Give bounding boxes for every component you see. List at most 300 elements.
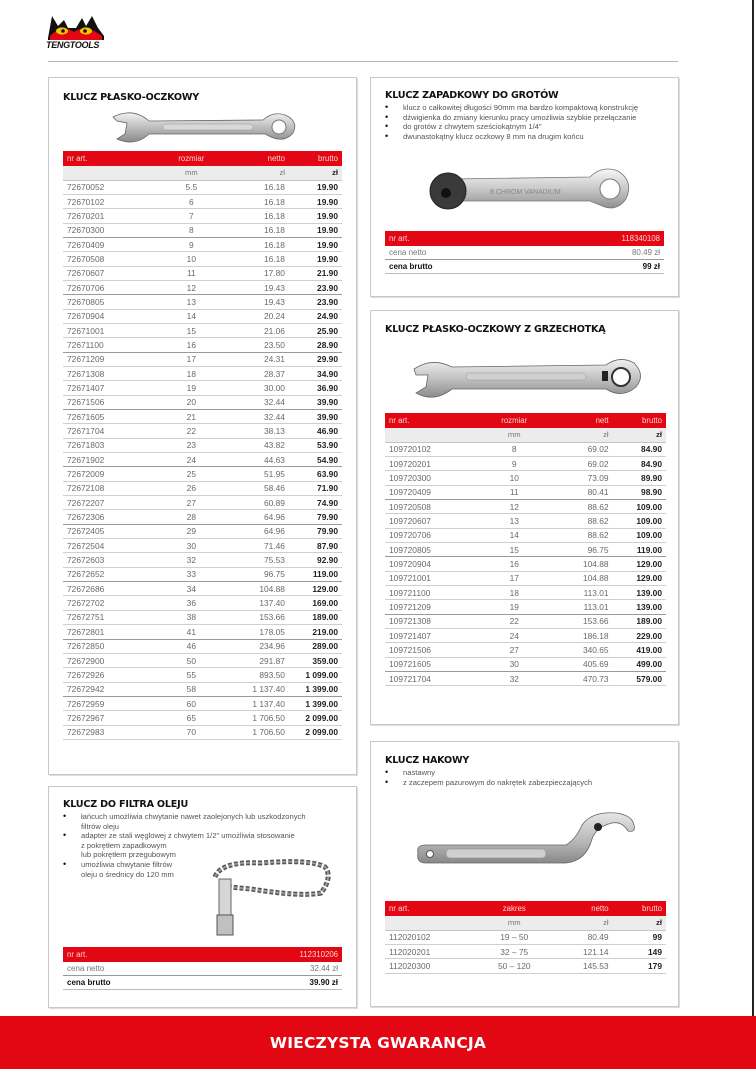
table-row [63, 352, 342, 366]
net-price: 96.75 [551, 542, 613, 556]
feature-item: • klucz o całkowitej długości 90mm ma bardzo kompaktową konstrukcję [385, 103, 664, 113]
gross-price: 89.90 [613, 471, 666, 485]
net-price: 44.63 [228, 453, 289, 467]
net-price: 23.50 [228, 338, 289, 352]
gross-price: 99 [613, 930, 666, 944]
size: 15 [155, 323, 228, 337]
size: 12 [155, 280, 228, 294]
feature-item: • adapter ze stali węglowej z chwytem 1/2" umożliwia stosowanie [63, 831, 342, 841]
table-row [385, 557, 666, 571]
feature-item: • nastawny [385, 768, 666, 778]
panel-title: KLUCZ PŁASKO-OCZKOWY [63, 92, 200, 103]
size: 65 [155, 711, 228, 725]
table-row [385, 657, 666, 671]
net-price: 153.66 [228, 610, 289, 624]
table-row [385, 485, 666, 499]
size: 13 [155, 295, 228, 309]
net-price: 234.96 [228, 639, 289, 653]
net-price: 17.80 [228, 266, 289, 280]
net-price: 21.06 [228, 323, 289, 337]
net-price: 186.18 [551, 628, 613, 642]
svg-text:8 CHROM VANADIUM: 8 CHROM VANADIUM [489, 189, 561, 197]
article-number: 112020201 [385, 945, 478, 959]
gross-price: 289.00 [289, 639, 342, 653]
article-number: 72672652 [63, 567, 155, 581]
size: 34 [155, 582, 228, 596]
table-row [63, 510, 342, 524]
feature-item: • łańcuch umożliwia chwytanie nawet zaolejonych lub uszkodzonych [63, 812, 342, 822]
size: 46 [155, 639, 228, 653]
feature-item: • z zaczepem pazurowym do nakrętek zabezpieczających [385, 778, 666, 788]
gross-price: 24.90 [289, 309, 342, 323]
table-row [63, 453, 342, 467]
article-number: 72672306 [63, 510, 155, 524]
article-number: 109720300 [385, 471, 478, 485]
hook-wrench-table [385, 901, 666, 974]
table-row [63, 338, 342, 352]
gross-price: 139.00 [613, 600, 666, 614]
net-price: 104.88 [228, 582, 289, 596]
gross-price: 63.90 [289, 467, 342, 481]
gross-price: 79.90 [289, 524, 342, 538]
size: 9 [478, 456, 551, 470]
size: 50 [155, 653, 228, 667]
gross-price: 359.00 [289, 653, 342, 667]
size: 10 [478, 471, 551, 485]
table-row [63, 381, 342, 395]
article-number: 109720607 [385, 514, 478, 528]
size: 8 [155, 223, 228, 237]
size: 38 [155, 610, 228, 624]
hook-wrench-panel [370, 741, 679, 1007]
article-number: 72671100 [63, 338, 155, 352]
combination-wrench-image [103, 107, 303, 147]
table-row [385, 528, 666, 542]
article-number: 112020102 [385, 930, 478, 944]
table-row [63, 682, 342, 696]
size: 27 [155, 496, 228, 510]
ratchet-combination-wrench-table [385, 413, 666, 686]
article-number: 72672959 [63, 696, 155, 710]
article-number: 72672009 [63, 467, 155, 481]
table-header-row [63, 151, 342, 166]
article-number: 72670508 [63, 252, 155, 266]
ratchet-combination-wrench-image [406, 353, 646, 403]
table-row [63, 567, 342, 581]
col-brutto: brutto [613, 413, 666, 428]
feature-item: filtrów oleju [81, 821, 119, 831]
article-number: 72671902 [63, 453, 155, 467]
table-row [385, 614, 666, 628]
article-number: 72671407 [63, 381, 155, 395]
table-row [63, 553, 342, 567]
size: 32 [155, 553, 228, 567]
feature-item: • umożliwia chwytanie filtrów [63, 860, 342, 870]
col-rozmiar: rozmiar [155, 151, 228, 166]
article-number: 109720904 [385, 557, 478, 571]
net-price: 60.89 [228, 496, 289, 510]
gross-price: 34.90 [289, 366, 342, 380]
gross-price: 54.90 [289, 453, 342, 467]
net-price: 32.44 [228, 410, 289, 424]
net-price: 153.66 [551, 614, 613, 628]
header-divider [48, 61, 678, 62]
gross-price: 579.00 [613, 672, 666, 686]
gross-price: 28.90 [289, 338, 342, 352]
net-price: 19.43 [228, 280, 289, 294]
net-price: 16.18 [228, 223, 289, 237]
article-row: nr art. 118340108 [385, 231, 664, 246]
gross-price: 36.90 [289, 381, 342, 395]
size: 36 [155, 596, 228, 610]
combination-wrench-panel [48, 77, 357, 775]
article-number: 72672686 [63, 582, 155, 596]
gross-price: 169.00 [289, 596, 342, 610]
article-number: 72671001 [63, 323, 155, 337]
net-price: 291.87 [228, 653, 289, 667]
article-number: 72672983 [63, 725, 155, 739]
table-row [63, 481, 342, 495]
size: 14 [478, 528, 551, 542]
table-row [63, 424, 342, 438]
article-number: 72672207 [63, 496, 155, 510]
panel-title: KLUCZ PŁASKO-OCZKOWY Z GRZECHOTKĄ [385, 324, 606, 335]
net-price-row: cena netto 32.44 zł [63, 962, 342, 976]
net-price: 1 137.40 [228, 696, 289, 710]
article-number: 72671704 [63, 424, 155, 438]
size: 6 [155, 194, 228, 208]
gross-price: 39.90 [289, 395, 342, 409]
net-price: 64.96 [228, 510, 289, 524]
article-number: 118340108 [621, 234, 660, 244]
gross-price: 25.90 [289, 323, 342, 337]
article-number: 109720508 [385, 499, 478, 513]
table-header-row [385, 413, 666, 428]
article-number: 112310206 [299, 950, 338, 959]
net-price: 145.53 [551, 959, 613, 973]
size: 55 [155, 668, 228, 682]
size: 32 – 75 [478, 945, 551, 959]
table-row [385, 471, 666, 485]
net-price: 16.18 [228, 237, 289, 251]
table-row [63, 295, 342, 309]
table-row [63, 209, 342, 223]
size: 9 [155, 237, 228, 251]
logo-text: TENGTOOLS [46, 40, 100, 50]
col-netto: netto [228, 151, 289, 166]
gross-price: 46.90 [289, 424, 342, 438]
net-price: 19.43 [228, 295, 289, 309]
size: 19 [155, 381, 228, 395]
col-nr-art: nr art. [63, 151, 155, 166]
price-table [385, 231, 664, 274]
net-price: 80.41 [551, 485, 613, 499]
size: 5.5 [155, 180, 228, 194]
gross-price: 74.90 [289, 496, 342, 510]
gross-price: 23.90 [289, 280, 342, 294]
col-brutto: brutto [613, 901, 666, 916]
gross-price: 189.00 [289, 610, 342, 624]
net-price: 470.73 [551, 672, 613, 686]
article-number: 72672603 [63, 553, 155, 567]
size: 28 [155, 510, 228, 524]
table-row [63, 180, 342, 194]
size: 32 [478, 672, 551, 686]
gross-price: 98.90 [613, 485, 666, 499]
net-price: 73.09 [551, 471, 613, 485]
article-number: 109721506 [385, 643, 478, 657]
article-number: 72672900 [63, 653, 155, 667]
table-row [385, 628, 666, 642]
article-number: 72672801 [63, 625, 155, 639]
gross-price: 129.00 [613, 571, 666, 585]
article-number: 109720102 [385, 442, 478, 456]
table-row [385, 959, 666, 973]
gross-price: 119.00 [289, 567, 342, 581]
panel-title: KLUCZ ZAPADKOWY DO GROTÓW [385, 90, 559, 101]
feature-item: z pokrętłem zapadkowym [81, 840, 167, 850]
gross-price: 499.00 [613, 657, 666, 671]
size: 14 [155, 309, 228, 323]
feature-item: • dźwigienka do zmiany kierunku pracy umożliwia szybkie przełączanie [385, 113, 664, 123]
col-brutto: brutto [289, 151, 342, 166]
gross-price: 129.00 [289, 582, 342, 596]
gross-price: 139.00 [613, 585, 666, 599]
units-row: mm zł zł [385, 428, 666, 442]
gross-price: 2 099.00 [289, 711, 342, 725]
gross-price: 21.90 [289, 266, 342, 280]
table-row [385, 571, 666, 585]
gross-price: 229.00 [613, 628, 666, 642]
net-price: 137.40 [228, 596, 289, 610]
table-row [385, 514, 666, 528]
article-number: 72672967 [63, 711, 155, 725]
gross-price: 189.00 [613, 614, 666, 628]
net-price: 893.50 [228, 668, 289, 682]
size: 30 [478, 657, 551, 671]
table-row [63, 323, 342, 337]
gross-price: 19.90 [289, 180, 342, 194]
gross-price: 92.90 [289, 553, 342, 567]
article-number: 109721704 [385, 672, 478, 686]
net-price: 80.49 [551, 930, 613, 944]
oil-filter-wrench-panel [48, 786, 357, 1008]
net-price: 51.95 [228, 467, 289, 481]
article-number: 109720805 [385, 542, 478, 556]
table-row [63, 438, 342, 452]
size: 58 [155, 682, 228, 696]
article-number: 72671209 [63, 352, 155, 366]
footer-banner [0, 1016, 756, 1069]
article-number: 109721100 [385, 585, 478, 599]
ratchet-bit-wrench-panel [370, 77, 679, 297]
article-number: 72671308 [63, 366, 155, 380]
net-price: 58.46 [228, 481, 289, 495]
net-price: 121.14 [551, 945, 613, 959]
gross-price: 419.00 [613, 643, 666, 657]
gross-price: 39.90 zł [309, 978, 338, 987]
table-row [63, 696, 342, 710]
table-row [63, 280, 342, 294]
feature-item: lub pokrętłem przegubowym [81, 850, 176, 860]
size: 16 [478, 557, 551, 571]
gross-price: 84.90 [613, 442, 666, 456]
table-row [385, 585, 666, 599]
ratchet-combination-wrench-panel [370, 310, 679, 725]
hook-wrench-image [406, 809, 646, 879]
net-price: 113.01 [551, 585, 613, 599]
table-row [385, 499, 666, 513]
table-row [385, 542, 666, 556]
article-number: 109721407 [385, 628, 478, 642]
panel-title: KLUCZ HAKOWY [385, 755, 470, 766]
size: 26 [155, 481, 228, 495]
gross-price: 149 [613, 945, 666, 959]
table-row [63, 582, 342, 596]
article-number: 109721001 [385, 571, 478, 585]
feature-item: • dwunastokątny klucz oczkowy 8 mm na drugim końcu [385, 132, 664, 142]
gross-price: 19.90 [289, 252, 342, 266]
net-price-row: cena netto 80.49 zł [385, 246, 664, 260]
net-price: 1 706.50 [228, 725, 289, 739]
size: 50 – 120 [478, 959, 551, 973]
footer-text: WIECZYSTA GWARANCJA [269, 1033, 487, 1052]
col-nr-art: nr art. [385, 901, 478, 916]
article-number: 109721209 [385, 600, 478, 614]
col-zakres: zakres [478, 901, 551, 916]
size: 7 [155, 209, 228, 223]
units-row: mm zł zł [385, 916, 666, 930]
feature-list [385, 103, 664, 141]
table-row [63, 711, 342, 725]
net-price: 340.65 [551, 643, 613, 657]
size: 11 [155, 266, 228, 280]
size: 18 [155, 366, 228, 380]
table-row [63, 539, 342, 553]
size: 15 [478, 542, 551, 556]
article-number: 112020300 [385, 959, 478, 973]
table-row [63, 395, 342, 409]
article-number: 72670102 [63, 194, 155, 208]
article-number: 72671506 [63, 395, 155, 409]
article-row: nr art. 112310206 [63, 947, 342, 962]
size: 18 [478, 585, 551, 599]
net-price: 16.18 [228, 180, 289, 194]
net-price: 88.62 [551, 499, 613, 513]
table-row [63, 252, 342, 266]
net-price: 43.82 [228, 438, 289, 452]
size: 22 [155, 424, 228, 438]
table-row [63, 366, 342, 380]
table-row [63, 194, 342, 208]
net-price: 71.46 [228, 539, 289, 553]
article-number: 72672405 [63, 524, 155, 538]
net-price: 32.44 zł [309, 964, 338, 973]
net-price: 1 706.50 [228, 711, 289, 725]
devil-eyes-icon [46, 14, 106, 40]
article-number: 72672108 [63, 481, 155, 495]
gross-price: 19.90 [289, 209, 342, 223]
article-number: 72672926 [63, 668, 155, 682]
size: 19 [478, 600, 551, 614]
article-number: 109721605 [385, 657, 478, 671]
gross-price: 1 399.00 [289, 682, 342, 696]
article-number: 72671803 [63, 438, 155, 452]
size: 12 [478, 499, 551, 513]
article-number: 72672942 [63, 682, 155, 696]
price-table [63, 947, 342, 990]
gross-price: 2 099.00 [289, 725, 342, 739]
tengtools-logo [46, 14, 106, 50]
article-number: 72670409 [63, 237, 155, 251]
gross-price: 29.90 [289, 352, 342, 366]
gross-price: 79.90 [289, 510, 342, 524]
table-row [385, 456, 666, 470]
size: 21 [155, 410, 228, 424]
size: 33 [155, 567, 228, 581]
article-number: 72670052 [63, 180, 155, 194]
ratchet-bit-wrench-image [410, 155, 640, 225]
net-price: 32.44 [228, 395, 289, 409]
size: 30 [155, 539, 228, 553]
page-edge-line [752, 0, 754, 1016]
panel-title: KLUCZ DO FILTRA OLEJU [63, 799, 189, 810]
net-price: 30.00 [228, 381, 289, 395]
combination-wrench-table [63, 151, 342, 740]
size: 17 [155, 352, 228, 366]
table-row [63, 467, 342, 481]
net-price: 64.96 [228, 524, 289, 538]
table-row [385, 442, 666, 456]
col-netto: nett [551, 413, 613, 428]
gross-price: 71.90 [289, 481, 342, 495]
article-number: 72672751 [63, 610, 155, 624]
gross-price: 119.00 [613, 542, 666, 556]
net-price: 104.88 [551, 571, 613, 585]
col-rozmiar: rozmiar [478, 413, 551, 428]
gross-price: 219.00 [289, 625, 342, 639]
net-price: 16.18 [228, 194, 289, 208]
net-price: 104.88 [551, 557, 613, 571]
gross-price: 109.00 [613, 499, 666, 513]
net-price: 24.31 [228, 352, 289, 366]
net-price: 16.18 [228, 252, 289, 266]
article-number: 72672702 [63, 596, 155, 610]
article-number: 72671605 [63, 410, 155, 424]
net-price: 88.62 [551, 528, 613, 542]
size: 60 [155, 696, 228, 710]
table-row [63, 668, 342, 682]
table-row [63, 309, 342, 323]
gross-price: 129.00 [613, 557, 666, 571]
table-row [385, 643, 666, 657]
net-price: 16.18 [228, 209, 289, 223]
size: 24 [478, 628, 551, 642]
gross-price-row: cena brutto 39.90 zł [63, 976, 342, 990]
table-row [63, 625, 342, 639]
article-number: 72670201 [63, 209, 155, 223]
net-price: 38.13 [228, 424, 289, 438]
table-row [63, 610, 342, 624]
article-number: 109720201 [385, 456, 478, 470]
gross-price: 1 399.00 [289, 696, 342, 710]
gross-price: 179 [613, 959, 666, 973]
net-price: 69.02 [551, 456, 613, 470]
gross-price: 109.00 [613, 528, 666, 542]
article-number: 109721308 [385, 614, 478, 628]
size: 17 [478, 571, 551, 585]
size: 11 [478, 485, 551, 499]
